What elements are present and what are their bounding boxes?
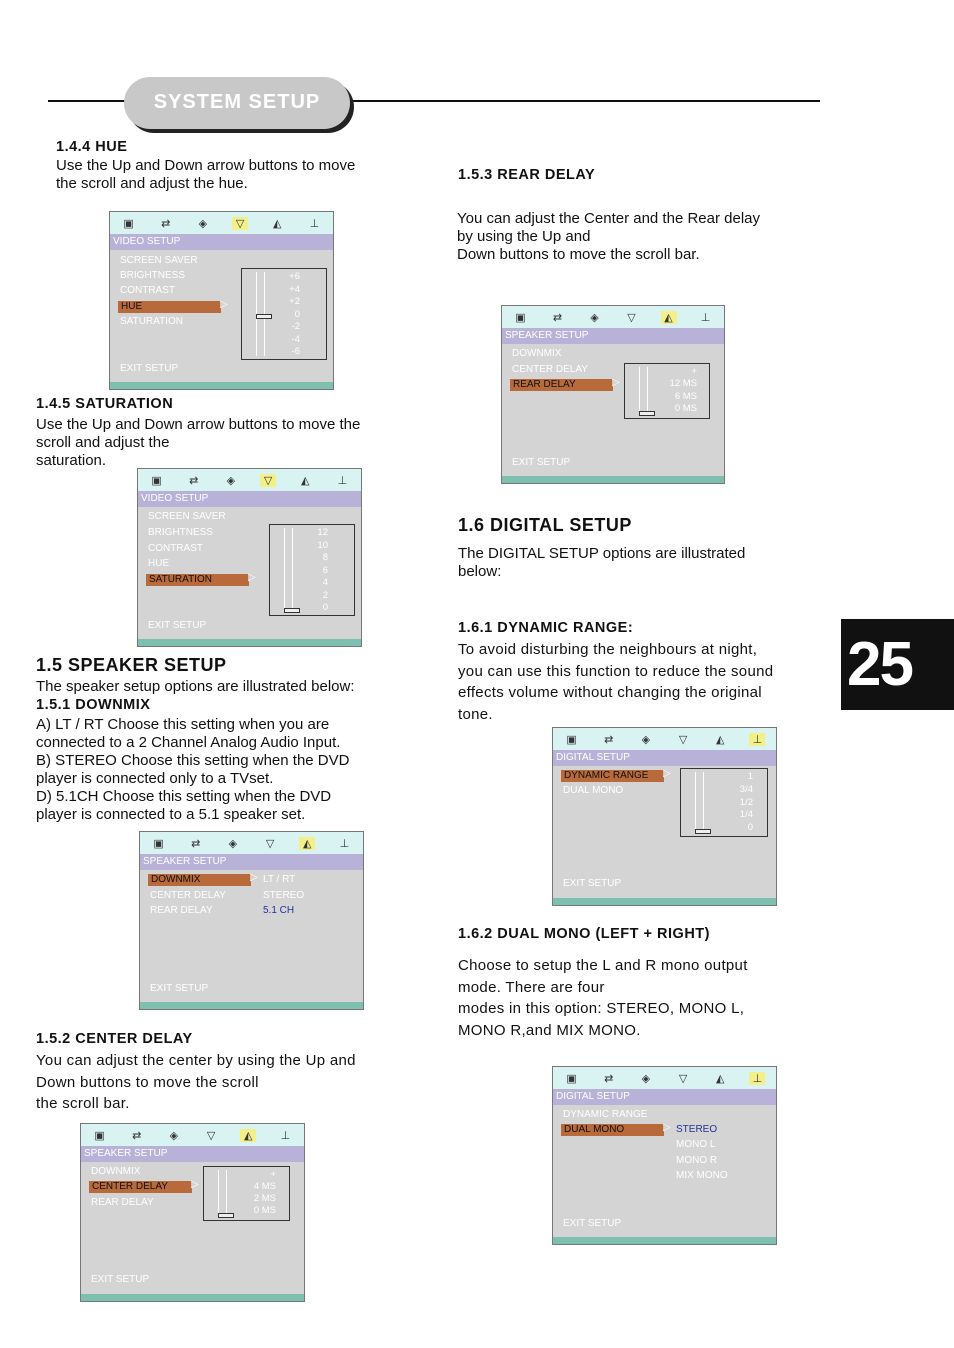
monitor-icon: ▣ [515, 311, 526, 324]
osd-exit: EXIT SETUP [563, 1218, 622, 1229]
osd-item: REAR DELAY [150, 905, 213, 916]
text-line: The DIGITAL SETUP options are illustrated [458, 545, 746, 562]
digital-icon: ⊥ [337, 474, 348, 487]
speaker-icon: ◭ [300, 474, 310, 487]
speaker-intro: The speaker setup options are illustrated below: [36, 678, 355, 695]
scale-label: 0 [294, 309, 300, 320]
language-icon: ⇄ [552, 311, 563, 324]
osd-item: CENTER DELAY [512, 364, 588, 375]
osd-scroll-bar [680, 768, 768, 837]
osd-item-selected: REAR DELAY [510, 379, 613, 391]
scale-line [703, 772, 704, 833]
osd-item: REAR DELAY [91, 1197, 154, 1208]
osd-item: HUE [148, 558, 170, 569]
downmix-heading: 1.5.1 DOWNMIX [36, 697, 151, 713]
audio-icon: ◈ [198, 217, 208, 230]
page-number-tab [841, 619, 954, 710]
slider-knob [218, 1213, 234, 1218]
osd-saturation-screen [137, 468, 362, 647]
osd-item-selected: DYNAMIC RANGE [561, 770, 664, 782]
scale-label: 1/4 [739, 809, 753, 820]
osd-item-selected: SATURATION [146, 574, 249, 586]
osd-downmix-screen [139, 831, 364, 1010]
scale-line [695, 772, 696, 833]
osd-footer [81, 1294, 304, 1301]
text-line: mode. There are four [458, 978, 605, 996]
osd-title: DIGITAL SETUP [553, 1089, 776, 1105]
osd-scroll-bar [203, 1166, 290, 1221]
osd-center-delay-screen [80, 1123, 305, 1302]
text-line: To avoid disturbing the neighbours at night, [458, 641, 758, 658]
language-icon: ⇄ [191, 837, 201, 850]
osd-option: MONO L [676, 1139, 716, 1150]
digital-icon: ⊥ [749, 1072, 765, 1085]
text-line: You can adjust the Center and the Rear delay [457, 210, 760, 227]
osd-icon-bar [140, 832, 363, 854]
scale-label: 4 MS [253, 1181, 276, 1192]
osd-item: DOWNMIX [91, 1166, 141, 1177]
digital-icon: ⊥ [339, 837, 350, 850]
hue-heading: 1.4.4 HUE [56, 139, 128, 155]
monitor-icon: ▣ [153, 837, 164, 850]
header-rule-right [350, 100, 820, 102]
osd-item: CONTRAST [120, 285, 175, 296]
osd-scroll-bar [624, 363, 710, 419]
osd-item: DYNAMIC RANGE [563, 1109, 648, 1120]
audio-icon: ◈ [641, 1072, 651, 1085]
text-line: A) LT / RT Choose this setting when you are [36, 716, 330, 733]
text-line: Use the Up and Down arrow buttons to move [56, 157, 356, 174]
chevron-right-icon: ▷ [191, 1179, 199, 1190]
osd-item-selected: HUE [118, 301, 221, 313]
text-line: the scroll bar. [36, 1095, 130, 1112]
osd-icon-bar [110, 212, 333, 234]
language-icon: ⇄ [604, 733, 614, 746]
chevron-right-icon: ▷ [220, 299, 228, 310]
speaker-icon: ◭ [299, 837, 315, 850]
osd-option: LT / RT [263, 874, 296, 885]
scale-label: 0 [747, 822, 753, 833]
scale-line [218, 1170, 219, 1217]
text-line: by using the Up and [457, 228, 591, 245]
scale-label: 1/2 [739, 797, 753, 808]
osd-exit: EXIT SETUP [563, 878, 622, 889]
osd-item: BRIGHTNESS [120, 270, 186, 281]
audio-icon: ◈ [228, 837, 238, 850]
osd-exit: EXIT SETUP [91, 1274, 150, 1285]
chevron-right-icon: ▷ [248, 572, 256, 583]
scale-label: +4 [289, 284, 300, 295]
scale-label: 0 MS [253, 1205, 276, 1216]
video-icon: ▽ [678, 733, 688, 746]
audio-icon: ◈ [641, 733, 651, 746]
osd-scroll-bar [269, 524, 355, 616]
downmix-text [36, 716, 349, 824]
center-delay-heading: 1.5.2 CENTER DELAY [36, 1031, 193, 1047]
audio-icon: ◈ [169, 1129, 179, 1142]
speaker-icon: ◭ [715, 1072, 725, 1085]
scale-label: 2 MS [253, 1193, 276, 1204]
scale-label: + [270, 1169, 276, 1180]
osd-item: CENTER DELAY [150, 890, 226, 901]
text-line: you can use this function to reduce the sound [458, 662, 774, 680]
osd-exit: EXIT SETUP [150, 983, 209, 994]
scale-label: 4 [322, 577, 328, 588]
text-line: You can adjust the center by using the Up and [36, 1052, 356, 1069]
audio-icon: ◈ [226, 474, 236, 487]
scale-label: -2 [291, 321, 300, 332]
text-line: effects volume without changing the original [458, 684, 762, 701]
monitor-icon: ▣ [566, 733, 577, 746]
osd-title: SPEAKER SETUP [140, 854, 363, 870]
rear-delay-heading: 1.5.3 REAR DELAY [458, 167, 596, 183]
center-delay-text [36, 1050, 356, 1115]
speaker-icon: ◭ [240, 1129, 256, 1142]
osd-item: DOWNMIX [512, 348, 562, 359]
osd-footer [140, 1002, 363, 1009]
scale-label: 3/4 [739, 784, 753, 795]
slider-knob [695, 829, 711, 834]
monitor-icon: ▣ [566, 1072, 577, 1085]
text-line: scroll and adjust the [36, 434, 170, 451]
saturation-text [36, 416, 360, 470]
rear-delay-text [457, 210, 760, 264]
osd-scroll-bar [241, 268, 327, 360]
osd-item: SCREEN SAVER [148, 511, 226, 522]
scale-label: 2 [322, 590, 328, 601]
osd-title: VIDEO SETUP [138, 491, 361, 507]
text-line: connected to a 2 Channel Analog Audio Input. [36, 734, 341, 751]
osd-title: DIGITAL SETUP [553, 750, 776, 766]
osd-hue-screen [109, 211, 334, 390]
osd-option-active: 5.1 CH [263, 905, 295, 916]
scale-label: +6 [289, 271, 300, 282]
speaker-icon: ◭ [715, 733, 725, 746]
osd-footer [553, 898, 776, 905]
monitor-icon: ▣ [123, 217, 134, 230]
scale-label: -6 [291, 346, 300, 357]
osd-rear-delay-screen [501, 305, 725, 484]
osd-exit: EXIT SETUP [512, 457, 571, 468]
digital-icon: ⊥ [309, 217, 320, 230]
scale-label: 10 [317, 540, 328, 551]
saturation-heading: 1.4.5 SATURATION [36, 396, 174, 412]
language-icon: ⇄ [132, 1129, 142, 1142]
osd-footer [502, 476, 724, 483]
digital-setup-text [458, 545, 745, 581]
osd-option-active: STEREO [676, 1124, 718, 1135]
text-line: player is connected only to a TVset. [36, 770, 274, 787]
section-banner [124, 77, 350, 129]
speaker-icon: ◭ [272, 217, 282, 230]
scale-label: 12 [317, 527, 328, 538]
osd-option: MIX MONO [676, 1170, 728, 1181]
osd-exit: EXIT SETUP [120, 363, 179, 374]
osd-item-selected: DUAL MONO [561, 1124, 664, 1136]
audio-icon: ◈ [590, 311, 599, 324]
hue-text [56, 157, 355, 193]
osd-dynamic-range-screen [552, 727, 777, 906]
slider-knob [639, 411, 655, 416]
osd-item-selected: CENTER DELAY [89, 1181, 192, 1193]
osd-title: SPEAKER SETUP [502, 328, 724, 344]
text-line: Down buttons to move the scroll [36, 1073, 259, 1091]
osd-exit: EXIT SETUP [148, 620, 207, 631]
text-line: saturation. [36, 452, 107, 469]
scale-label: 0 [322, 602, 328, 613]
osd-item: BRIGHTNESS [148, 527, 214, 538]
text-line: tone. [458, 705, 493, 723]
language-icon: ⇄ [161, 217, 171, 230]
video-icon: ▽ [260, 474, 276, 487]
osd-item: DUAL MONO [563, 785, 624, 796]
osd-option: STEREO [263, 890, 305, 901]
osd-title: VIDEO SETUP [110, 234, 333, 250]
page-title: SYSTEM SETUP [153, 91, 321, 113]
video-icon: ▽ [678, 1072, 688, 1085]
video-icon: ▽ [232, 217, 248, 230]
scale-label: 0 MS [674, 403, 697, 414]
scale-label: + [691, 366, 697, 377]
monitor-icon: ▣ [94, 1129, 105, 1142]
osd-icon-bar [553, 728, 776, 750]
dynamic-range-text [458, 639, 773, 725]
osd-item: SCREEN SAVER [120, 255, 198, 266]
scale-label: 6 MS [674, 391, 697, 402]
digital-icon: ⊥ [749, 733, 765, 746]
osd-item-selected: DOWNMIX [148, 874, 251, 886]
chevron-right-icon: ▷ [250, 872, 258, 883]
scale-line [284, 528, 285, 612]
scale-label: 1 [747, 771, 753, 782]
osd-option: MONO R [676, 1155, 718, 1166]
osd-footer [553, 1237, 776, 1244]
osd-title: SPEAKER SETUP [81, 1146, 304, 1162]
text-line: D) 5.1CH Choose this setting when the DVD [36, 788, 332, 805]
osd-item: SATURATION [120, 316, 183, 327]
text-line: Choose to setup the L and R mono output [458, 957, 748, 974]
text-line: modes in this option: STEREO, MONO L, [458, 1000, 745, 1017]
scale-line [292, 528, 293, 612]
language-icon: ⇄ [189, 474, 199, 487]
header-rule-left [48, 100, 128, 102]
scale-line [647, 367, 648, 415]
osd-item: CONTRAST [148, 543, 203, 554]
scale-label: +2 [289, 296, 300, 307]
scale-line [639, 367, 640, 415]
osd-dual-mono-screen [552, 1066, 777, 1245]
osd-icon-bar [502, 306, 724, 328]
text-line: B) STEREO Choose this setting when the DVD [36, 752, 350, 769]
digital-setup-heading: 1.6 DIGITAL SETUP [458, 515, 632, 535]
text-line: below: [458, 563, 502, 580]
text-line: Use the Up and Down arrow buttons to move the [36, 416, 361, 433]
chevron-right-icon: ▷ [612, 377, 620, 388]
text-line: MONO R,and MIX MONO. [458, 1021, 641, 1039]
scale-label: 6 [322, 565, 328, 576]
scale-label: 8 [322, 552, 328, 563]
text-line: player is connected to a 5.1 speaker set. [36, 806, 306, 823]
video-icon: ▽ [627, 311, 636, 324]
chevron-right-icon: ▷ [663, 1122, 671, 1133]
page-number: 25 [847, 630, 912, 699]
speaker-icon: ◭ [661, 311, 677, 324]
scale-line [226, 1170, 227, 1217]
speaker-setup-heading: 1.5 SPEAKER SETUP [36, 655, 227, 675]
monitor-icon: ▣ [151, 474, 162, 487]
dynamic-range-heading: 1.6.1 DYNAMIC RANGE: [458, 620, 634, 636]
osd-icon-bar [138, 469, 361, 491]
text-line: the scroll and adjust the hue. [56, 175, 248, 192]
scale-label: -4 [291, 334, 300, 345]
osd-icon-bar [553, 1067, 776, 1089]
digital-icon: ⊥ [280, 1129, 291, 1142]
video-icon: ▽ [265, 837, 275, 850]
osd-footer [138, 639, 361, 646]
scale-label: 12 MS [669, 378, 697, 389]
chevron-right-icon: ▷ [663, 768, 671, 779]
digital-icon: ⊥ [700, 311, 711, 324]
language-icon: ⇄ [604, 1072, 614, 1085]
osd-icon-bar [81, 1124, 304, 1146]
osd-footer [110, 382, 333, 389]
dual-mono-heading: 1.6.2 DUAL MONO (LEFT + RIGHT) [458, 926, 710, 942]
dual-mono-text [458, 955, 748, 1041]
text-line: Down buttons to move the scroll bar. [457, 246, 700, 263]
video-icon: ▽ [206, 1129, 216, 1142]
